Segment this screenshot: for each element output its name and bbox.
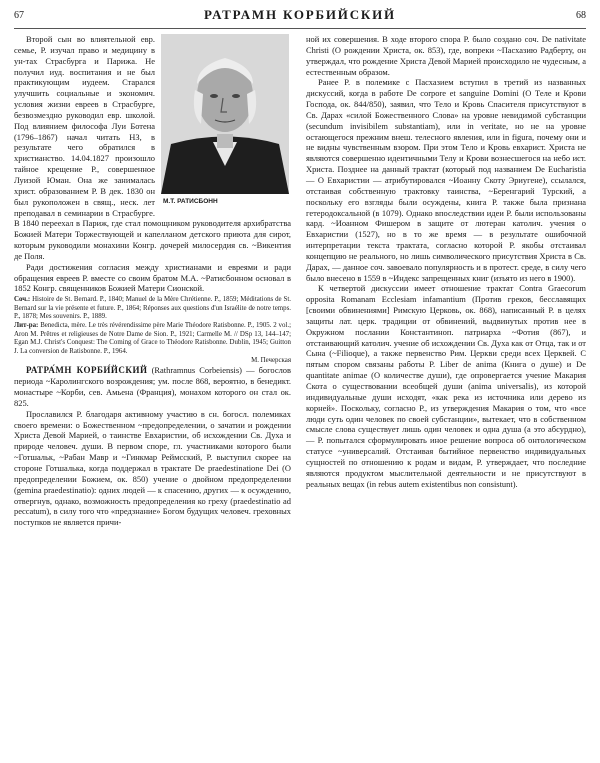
entry-paragraph-2: Прославился Р. благодаря активному участию в сн. богосл. полемиках своего времени: о Божественном ~предопределении, о зачатии и рождении Христа Девой Марией, о таинстве Евхаристии, об исхождении Св. Духа и природе человеч. души. В первом споре, гл. участниками которого были ~Готшальк, ~Рабан Мавр и ~Гинкмар Реймсский, Р. выступил скорее на стороне Готшалька, когда поддержал в трактате De praedestinatione Dei (О предопределении Божием, ок. 850) учение о двойном предопределении (gemina praedestinatio): одних людей — к спасению, других — к осуждению, отвергнув, однако, возможность предопределения ко греху (praedestinatio ad peccatum), в силу того что «предзнание» Богом будущих человеч. греховных поступков не является причи- (14, 408, 291, 528)
works-bibliography (14, 296, 291, 356)
portrait-illustration (161, 34, 289, 194)
page-number-right: 68 (576, 10, 586, 21)
entry-paragraph-1 (14, 365, 291, 408)
page-header (14, 7, 586, 27)
page-number-left: 67 (14, 10, 24, 21)
literature-text: Benedicta, mère. Le très révérendissime père Marie Théodore Ratisbonne. P., 1905. 2 vol.; Aron M. Prêtres et religieuses de Notre Dame de Sion. P., 1921; Carmelle M. // DSp 13, 144–147; Egan M.J. Christ's Conquest: The Coming of Grace to Théodore Ratisbonne. Dublin, 1945; Guitton J. La conversion de Ratisbonne. P., 1964. (14, 322, 291, 355)
right-paragraph-2: Ранее Р. в полемике с Пасхазием вступил в третий из названных дискуссий, когда в работе De corpore et sanguine Domini (О Теле и Крови Господа, ок. 844/850), заявил, что Тело и Кровь Спасителя присутствуют в Св. Дарах «силой Божественного Слова» на уровне невидимой субстанции (secundum invisibilem substantiam), или in veritate, но не на уровне остающегося прежним внеш. телесного явления, или in figura, почему они и не видны чувственным взором. При этом Тело и Кровь евхарист. Христа не являются совершенно идентичными Телу и Крови вознесшегося на небо ист. Христа. Позднее на данный трактат (который под названием De Eucharistia — О Евхаристии — атрибутировался ~Иоанну Скоту Эриугене), ссылался, отстаивая собственную трактовку таинства, ~Беренгарий Турский, а поскольку его взгляды были осуждены, книга Р. также была признана гетеродоксальной (в 1079). Однако впоследствии идеи Р. были использованы кард. ~Иоанном Фишером в защите от лютеран католич. учения о Евхаристии (1527), но в то же время — в результате ошибочной интерпретации текста трактата, согласно которой Р. якобы отстаивал концепцию не реального, но лишь символического присутствия Христа в Св. Дарах, — данное соч. завоевало популярность и в протест. среде, в силу чего было внесено в 1559 в ~Индекс запрещенных книг (изъято из него в 1900). (306, 77, 586, 283)
entry-headword: РАТРА́МН КОРБИ́ЙСКИЙ (26, 365, 148, 376)
literature-label: Лит-ра: (14, 322, 39, 330)
right-column (306, 34, 586, 489)
left-column (14, 34, 291, 528)
header-rule (14, 28, 586, 29)
right-paragraph-1: ной их совершения. В ходе второго спора Р. было создано соч. De nativitate Christi (О рождении Христа, ок. 853), где, вопреки ~Пасхазию Радберту, он утверждал, что рождение Христа Девой Марией происходило не чудесным, а естественным образом. (306, 34, 586, 77)
article-author: М. Печерская (251, 357, 291, 365)
portrait-caption: М.Т. РАТИСБОНН (163, 198, 218, 205)
biography-paragraph-2: Ради достижения согласия между христианами и евреями и ради обращения евреев Р. вместе со своим братом М.А. ~Ратисбонном основал в 1852 Конгр. священников Божией Матери Сионской. (14, 261, 291, 294)
biography-paragraph-1: Второй сын во влиятельной евр. семье, Р. изучал право и медицину в ун-тах Страсбурга и Парижа. Не получил иуд. воспитания и не был практикующим иудеем. Старался улучшить социальные и экономич. условия жизни евреев в Страсбурге, безвозмездно руководил евр. школой. Под влиянием философа Луи Ботена (1796–1867) начал читать НЗ, в результате чего обратился в христианство. 14.04.1827 произошло тайное крещение Р., совершенное Луизой Юман. Она же занималась христ. образованием Р. В дек. 1830 он был рукоположен в свящ., неск. лет преподавал в семинарии в Страсбурге. В 1840 переехал в Париж, где стал помощником руководителя архибратства Божией Матери Торжествующей и капелланом детского приюта для сирот, которым руководили монахини Конгр. дочерей милосердия св. ~Викентия де Поля. (14, 34, 291, 261)
entry-intro-text: (Rathramnus Corbeiensis) — богослов периода ~Каролингского возрождения; ум. после 868, вероятно, в бенедикт. монастыре ~Корби, сев. Амьена (Франция), монахом которого он стал ок. 825. (14, 365, 291, 408)
running-title: РАТРАМН КОРБИЙСКИЙ (204, 7, 396, 22)
right-paragraph-3: К четвертой дискуссии имеет отношение трактат Contra Graecorum opposita Romanam Ecclesiam infamantium (Против греков, бесславящих [своими обвинениями] Римскую Церковь, ок. 868), написанный Р. в целях защиты лат. церк. традиции от обвинений, выдвинутых против нее в Окружном послании Константиноп. патриарха ~Фотия (867), и отстаивающий католич. учение об исхождении Св. Духа как от Отца, так и от Сына (~Filioque), а также первенство Рим. Церкви среди всех Церквей. С пятым спором связаны работы Р. Liber de anima (Книга о душе) и De quantitate animae (О количестве души), где опровергается учение Макария Скота о существовании всеобщей души (anima universalis), из которой индивидуальные души исходят, «как река из источника или дерево из корней». Поскольку, согласно Р., из утверждения Макария о том, что «все люди суть один человек по своей субстанции», вытекает, что в собственном смысле слова существует лишь один человек и одна душа (а это абсурдно), — Р. попытался сформулировать иное решение вопроса об онтологическом статусе ~универсалий. Отстаивая бытийное первенство индивидуальных сущностей по отношению к родам и видам, Р. утверждает, что последние являются продуктом мыслительной деятельности и не присутствуют в реальных вещах (in rebus autem existentibus non consistunt). (306, 283, 586, 489)
portrait-photo (161, 34, 289, 194)
portrait-figure (161, 34, 291, 212)
works-text: Histoire de St. Bernard. P., 1840; Manuel de la Mère Chrétienne. P., 1859; Méditations de St. Bernard sur la vie présente et future. P., 1864; Réponses aux questions d'un Israélite de notre temps. P., 1878; Mes souvenirs. P., 1889. (14, 296, 291, 321)
works-label: Соч.: (14, 296, 31, 304)
